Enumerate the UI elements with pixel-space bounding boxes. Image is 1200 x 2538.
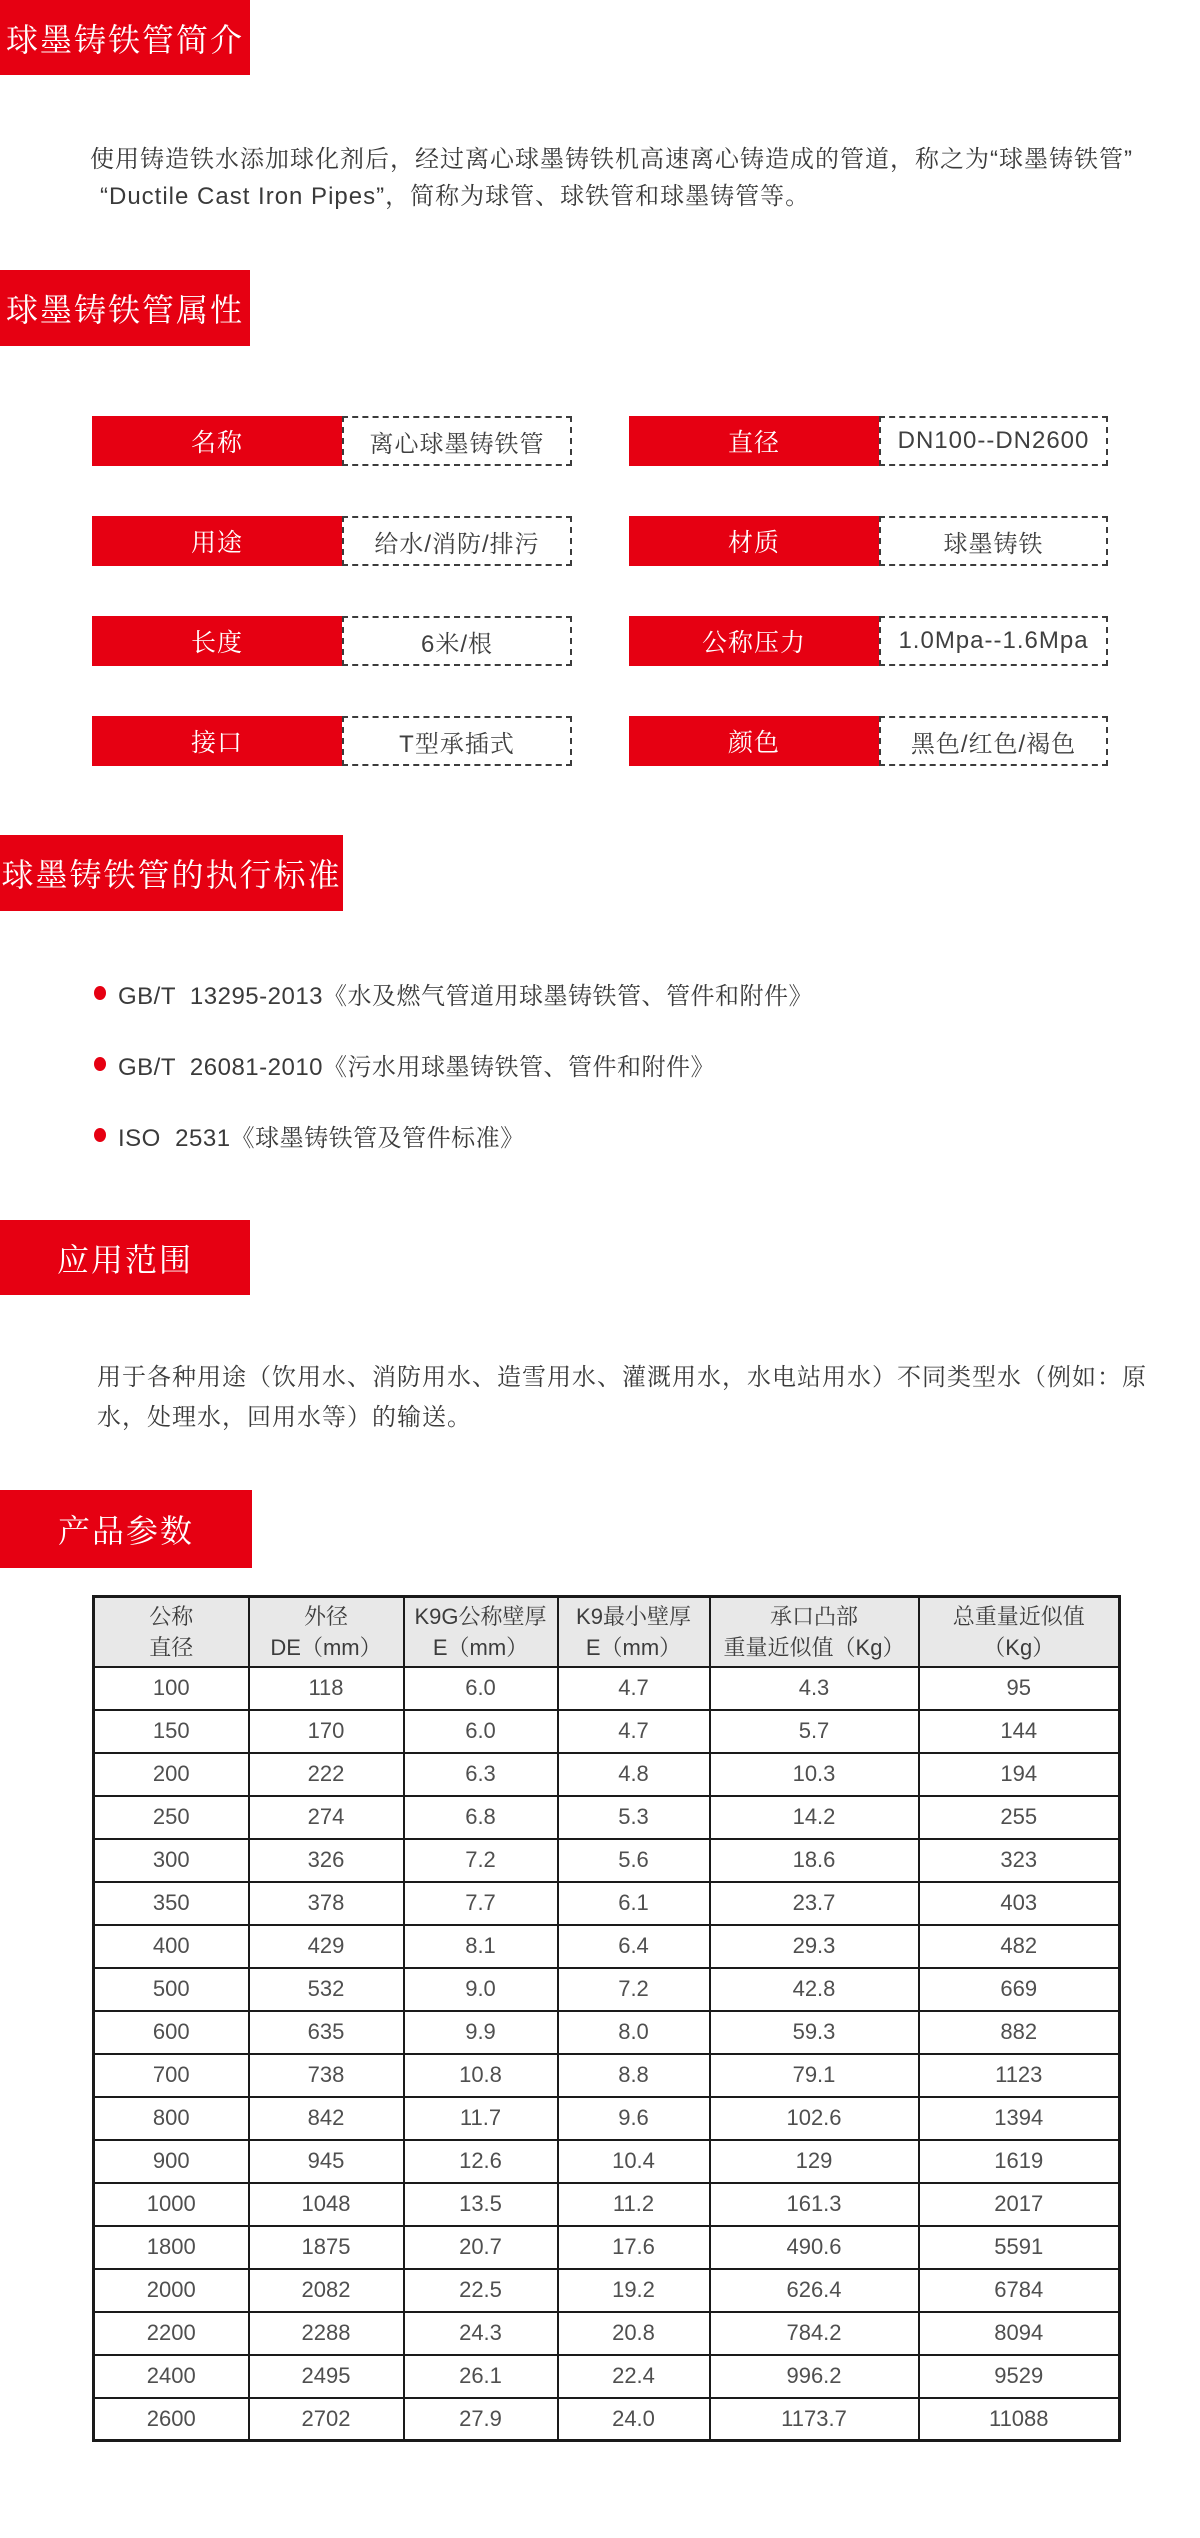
table-column-header-line: K9G公称壁厚 (414, 1603, 547, 1629)
table-column-header-line: DE（mm） (270, 1634, 382, 1660)
table-cell: 900 (94, 2140, 249, 2183)
table-cell: 7.7 (404, 1882, 558, 1925)
table-cell: 22.5 (404, 2269, 558, 2312)
table-cell: 42.8 (710, 1968, 919, 2011)
table-cell: 5.3 (558, 1796, 710, 1839)
table-cell: 6.8 (404, 1796, 558, 1839)
property-label: 公称压力 (629, 616, 879, 666)
table-cell: 11.7 (404, 2097, 558, 2140)
table-cell: 13.5 (404, 2183, 558, 2226)
table-cell: 482 (919, 1925, 1120, 1968)
table-cell: 4.3 (710, 1667, 919, 1710)
property-label: 用途 (92, 516, 342, 566)
table-cell: 10.8 (404, 2054, 558, 2097)
table-cell: 26.1 (404, 2355, 558, 2398)
table-cell: 635 (249, 2011, 404, 2054)
table-cell: 6784 (919, 2269, 1120, 2312)
table-cell: 8.0 (558, 2011, 710, 2054)
table-cell: 9529 (919, 2355, 1120, 2398)
table-cell: 102.6 (710, 2097, 919, 2140)
table-cell: 700 (94, 2054, 249, 2097)
table-column-header-line: E（mm） (432, 1634, 529, 1660)
table-row (94, 2011, 1120, 2054)
table-cell: 14.2 (710, 1796, 919, 1839)
table-cell: 532 (249, 1968, 404, 2011)
table-cell: 20.8 (558, 2312, 710, 2355)
table-row (94, 1925, 1120, 1968)
table-cell: 4.8 (558, 1753, 710, 1796)
table-cell: 11.2 (558, 2183, 710, 2226)
table-column-header-line: K9最小壁厚 (576, 1603, 691, 1629)
table-cell: 738 (249, 2054, 404, 2097)
table-cell: 95 (919, 1667, 1120, 1710)
table-cell: 5.6 (558, 1839, 710, 1882)
table-header-row (94, 1597, 1120, 1667)
standard-text: ISO 2531《球墨铸铁管及管件标准》 (118, 1124, 525, 1152)
table-cell: 669 (919, 1968, 1120, 2011)
property-label: 长度 (92, 616, 342, 666)
parameters-table-body (94, 1667, 1120, 2441)
table-cell: 2600 (94, 2398, 249, 2441)
table-cell: 1173.7 (710, 2398, 919, 2441)
table-cell: 378 (249, 1882, 404, 1925)
table-cell: 8.1 (404, 1925, 558, 1968)
table-cell: 2017 (919, 2183, 1120, 2226)
table-column-header (249, 1597, 404, 1667)
table-cell: 626.4 (710, 2269, 919, 2312)
section-title-parameters: 产品参数 (57, 1513, 194, 1549)
bullet-icon (94, 986, 106, 1000)
table-cell: 27.9 (404, 2398, 558, 2441)
table-cell: 17.6 (558, 2226, 710, 2269)
table-cell: 400 (94, 1925, 249, 1968)
table-column-header (710, 1597, 919, 1667)
parameters-table (92, 1595, 1121, 2442)
table-cell: 170 (249, 1710, 404, 1753)
table-cell: 22.4 (558, 2355, 710, 2398)
property-row (629, 416, 1108, 466)
table-cell: 2400 (94, 2355, 249, 2398)
standard-text: GB/T 13295-2013《水及燃气管道用球墨铸铁管、管件和附件》 (118, 982, 814, 1010)
section-banner-standards (0, 835, 343, 911)
table-cell: 129 (710, 2140, 919, 2183)
table-cell: 9.6 (558, 2097, 710, 2140)
table-cell: 8094 (919, 2312, 1120, 2355)
table-cell: 5.7 (710, 1710, 919, 1753)
table-cell: 18.6 (710, 1839, 919, 1882)
table-cell: 1394 (919, 2097, 1120, 2140)
property-value: T型承插式 (342, 716, 572, 766)
table-column-header-line: 直径 (149, 1634, 194, 1660)
table-cell: 4.7 (558, 1667, 710, 1710)
table-cell: 323 (919, 1839, 1120, 1882)
table-row (94, 1882, 1120, 1925)
standard-item (94, 1120, 813, 1150)
section-title-properties: 球墨铸铁管属性 (5, 292, 244, 328)
property-value: 球墨铸铁 (879, 516, 1108, 566)
table-cell: 945 (249, 2140, 404, 2183)
intro-paragraph (90, 141, 1150, 215)
table-cell: 403 (919, 1882, 1120, 1925)
table-column-header-line: 总重量近似值 (952, 1603, 1085, 1629)
table-cell: 429 (249, 1925, 404, 1968)
table-cell: 19.2 (558, 2269, 710, 2312)
table-cell: 784.2 (710, 2312, 919, 2355)
property-value: 1.0Mpa--1.6Mpa (879, 616, 1108, 666)
table-row (94, 1968, 1120, 2011)
table-cell: 7.2 (558, 1968, 710, 2011)
section-title-intro: 球墨铸铁管简介 (5, 21, 244, 58)
table-column-header-line: 承口凸部 (769, 1603, 858, 1629)
table-row (94, 2226, 1120, 2269)
table-cell: 2495 (249, 2355, 404, 2398)
table-cell: 1619 (919, 2140, 1120, 2183)
table-cell: 274 (249, 1796, 404, 1839)
table-cell: 2200 (94, 2312, 249, 2355)
bullet-icon (94, 1057, 106, 1071)
section-banner-intro (0, 0, 250, 75)
parameters-table-head (94, 1597, 1120, 1667)
table-cell: 11088 (919, 2398, 1120, 2441)
table-cell: 6.0 (404, 1667, 558, 1710)
table-cell: 1000 (94, 2183, 249, 2226)
table-cell: 144 (919, 1710, 1120, 1753)
property-row (92, 516, 572, 566)
table-cell: 255 (919, 1796, 1120, 1839)
table-column-header (404, 1597, 558, 1667)
table-cell: 9.0 (404, 1968, 558, 2011)
table-cell: 7.2 (404, 1839, 558, 1882)
standard-item (94, 1049, 813, 1079)
section-banner-properties (0, 270, 250, 346)
table-cell: 1875 (249, 2226, 404, 2269)
table-column-header-line: E（mm） (585, 1634, 682, 1660)
property-row (92, 616, 572, 666)
standards-list (94, 978, 813, 1191)
table-cell: 9.9 (404, 2011, 558, 2054)
table-row (94, 2183, 1120, 2226)
table-cell: 5591 (919, 2226, 1120, 2269)
table-row (94, 2398, 1120, 2441)
property-label: 颜色 (629, 716, 879, 766)
table-cell: 300 (94, 1839, 249, 1882)
table-cell: 10.4 (558, 2140, 710, 2183)
table-column-header-line: （Kg） (983, 1634, 1055, 1660)
section-title-application: 应用范围 (56, 1241, 193, 1278)
table-cell: 6.0 (404, 1710, 558, 1753)
table-cell: 118 (249, 1667, 404, 1710)
property-value: DN100--DN2600 (879, 416, 1108, 466)
table-column-header (919, 1597, 1120, 1667)
table-cell: 8.8 (558, 2054, 710, 2097)
intro-line-1: 使用铸造铁水添加球化剂后，经过离心球墨铸铁机高速离心铸造成的管道，称之为“球墨铸铁管” (90, 146, 1133, 173)
property-row (629, 716, 1108, 766)
table-cell: 2288 (249, 2312, 404, 2355)
table-row (94, 2269, 1120, 2312)
table-row (94, 1710, 1120, 1753)
table-row (94, 1796, 1120, 1839)
table-row (94, 2312, 1120, 2355)
table-row (94, 1667, 1120, 1710)
table-cell: 20.7 (404, 2226, 558, 2269)
standard-text: GB/T 26081-2010《污水用球墨铸铁管、管件和附件》 (118, 1053, 716, 1081)
section-banner-parameters (0, 1490, 252, 1568)
table-row (94, 1839, 1120, 1882)
table-cell: 842 (249, 2097, 404, 2140)
table-column-header-line: 公称 (149, 1603, 194, 1629)
table-column-header (558, 1597, 710, 1667)
table-cell: 1048 (249, 2183, 404, 2226)
table-cell: 490.6 (710, 2226, 919, 2269)
property-row (629, 616, 1108, 666)
table-cell: 326 (249, 1839, 404, 1882)
table-cell: 194 (919, 1753, 1120, 1796)
table-row (94, 2054, 1120, 2097)
table-row (94, 2140, 1120, 2183)
table-cell: 79.1 (710, 2054, 919, 2097)
property-label: 接口 (92, 716, 342, 766)
application-paragraph (97, 1358, 1157, 1438)
table-cell: 2000 (94, 2269, 249, 2312)
table-row (94, 2355, 1120, 2398)
table-cell: 882 (919, 2011, 1120, 2054)
table-cell: 6.4 (558, 1925, 710, 1968)
table-cell: 161.3 (710, 2183, 919, 2226)
property-row (92, 416, 572, 466)
application-line-1: 用于各种用途（饮用水、消防用水、造雪用水、灌溉用水，水电站用水）不同类型水（例如：原 (97, 1364, 1147, 1391)
property-value: 给水/消防/排污 (342, 516, 572, 566)
table-column-header-line: 外径 (303, 1603, 348, 1629)
bullet-icon (94, 1128, 106, 1142)
table-cell: 2082 (249, 2269, 404, 2312)
property-label: 名称 (92, 416, 342, 466)
table-cell: 2702 (249, 2398, 404, 2441)
table-cell: 24.0 (558, 2398, 710, 2441)
table-cell: 6.1 (558, 1882, 710, 1925)
table-cell: 800 (94, 2097, 249, 2140)
table-cell: 250 (94, 1796, 249, 1839)
property-row (629, 516, 1108, 566)
table-column-header (94, 1597, 249, 1667)
section-banner-application (0, 1220, 250, 1295)
table-cell: 4.7 (558, 1710, 710, 1753)
table-cell: 996.2 (710, 2355, 919, 2398)
table-cell: 500 (94, 1968, 249, 2011)
table-cell: 200 (94, 1753, 249, 1796)
application-line-2: 水，处理水，回用水等）的输送。 (97, 1404, 472, 1431)
table-cell: 12.6 (404, 2140, 558, 2183)
table-row (94, 1753, 1120, 1796)
property-value: 6米/根 (342, 616, 572, 666)
table-cell: 24.3 (404, 2312, 558, 2355)
table-cell: 600 (94, 2011, 249, 2054)
table-cell: 100 (94, 1667, 249, 1710)
property-row (92, 716, 572, 766)
property-label: 材质 (629, 516, 879, 566)
table-column-header-line: 重量近似值（Kg） (723, 1634, 905, 1660)
table-cell: 23.7 (710, 1882, 919, 1925)
table-cell: 59.3 (710, 2011, 919, 2054)
section-title-standards: 球墨铸铁管的执行标准 (1, 857, 342, 893)
property-value: 离心球墨铸铁管 (342, 416, 572, 466)
properties-grid (92, 416, 1108, 766)
table-cell: 29.3 (710, 1925, 919, 1968)
standard-item (94, 978, 813, 1008)
table-cell: 1800 (94, 2226, 249, 2269)
table-cell: 150 (94, 1710, 249, 1753)
intro-line-2: “Ductile Cast Iron Pipes”，简称为球管、球铁管和球墨铸管等。 (100, 183, 811, 210)
table-cell: 350 (94, 1882, 249, 1925)
table-row (94, 2097, 1120, 2140)
table-cell: 222 (249, 1753, 404, 1796)
table-cell: 10.3 (710, 1753, 919, 1796)
property-label: 直径 (629, 416, 879, 466)
table-cell: 6.3 (404, 1753, 558, 1796)
property-value: 黑色/红色/褐色 (879, 716, 1108, 766)
table-cell: 1123 (919, 2054, 1120, 2097)
